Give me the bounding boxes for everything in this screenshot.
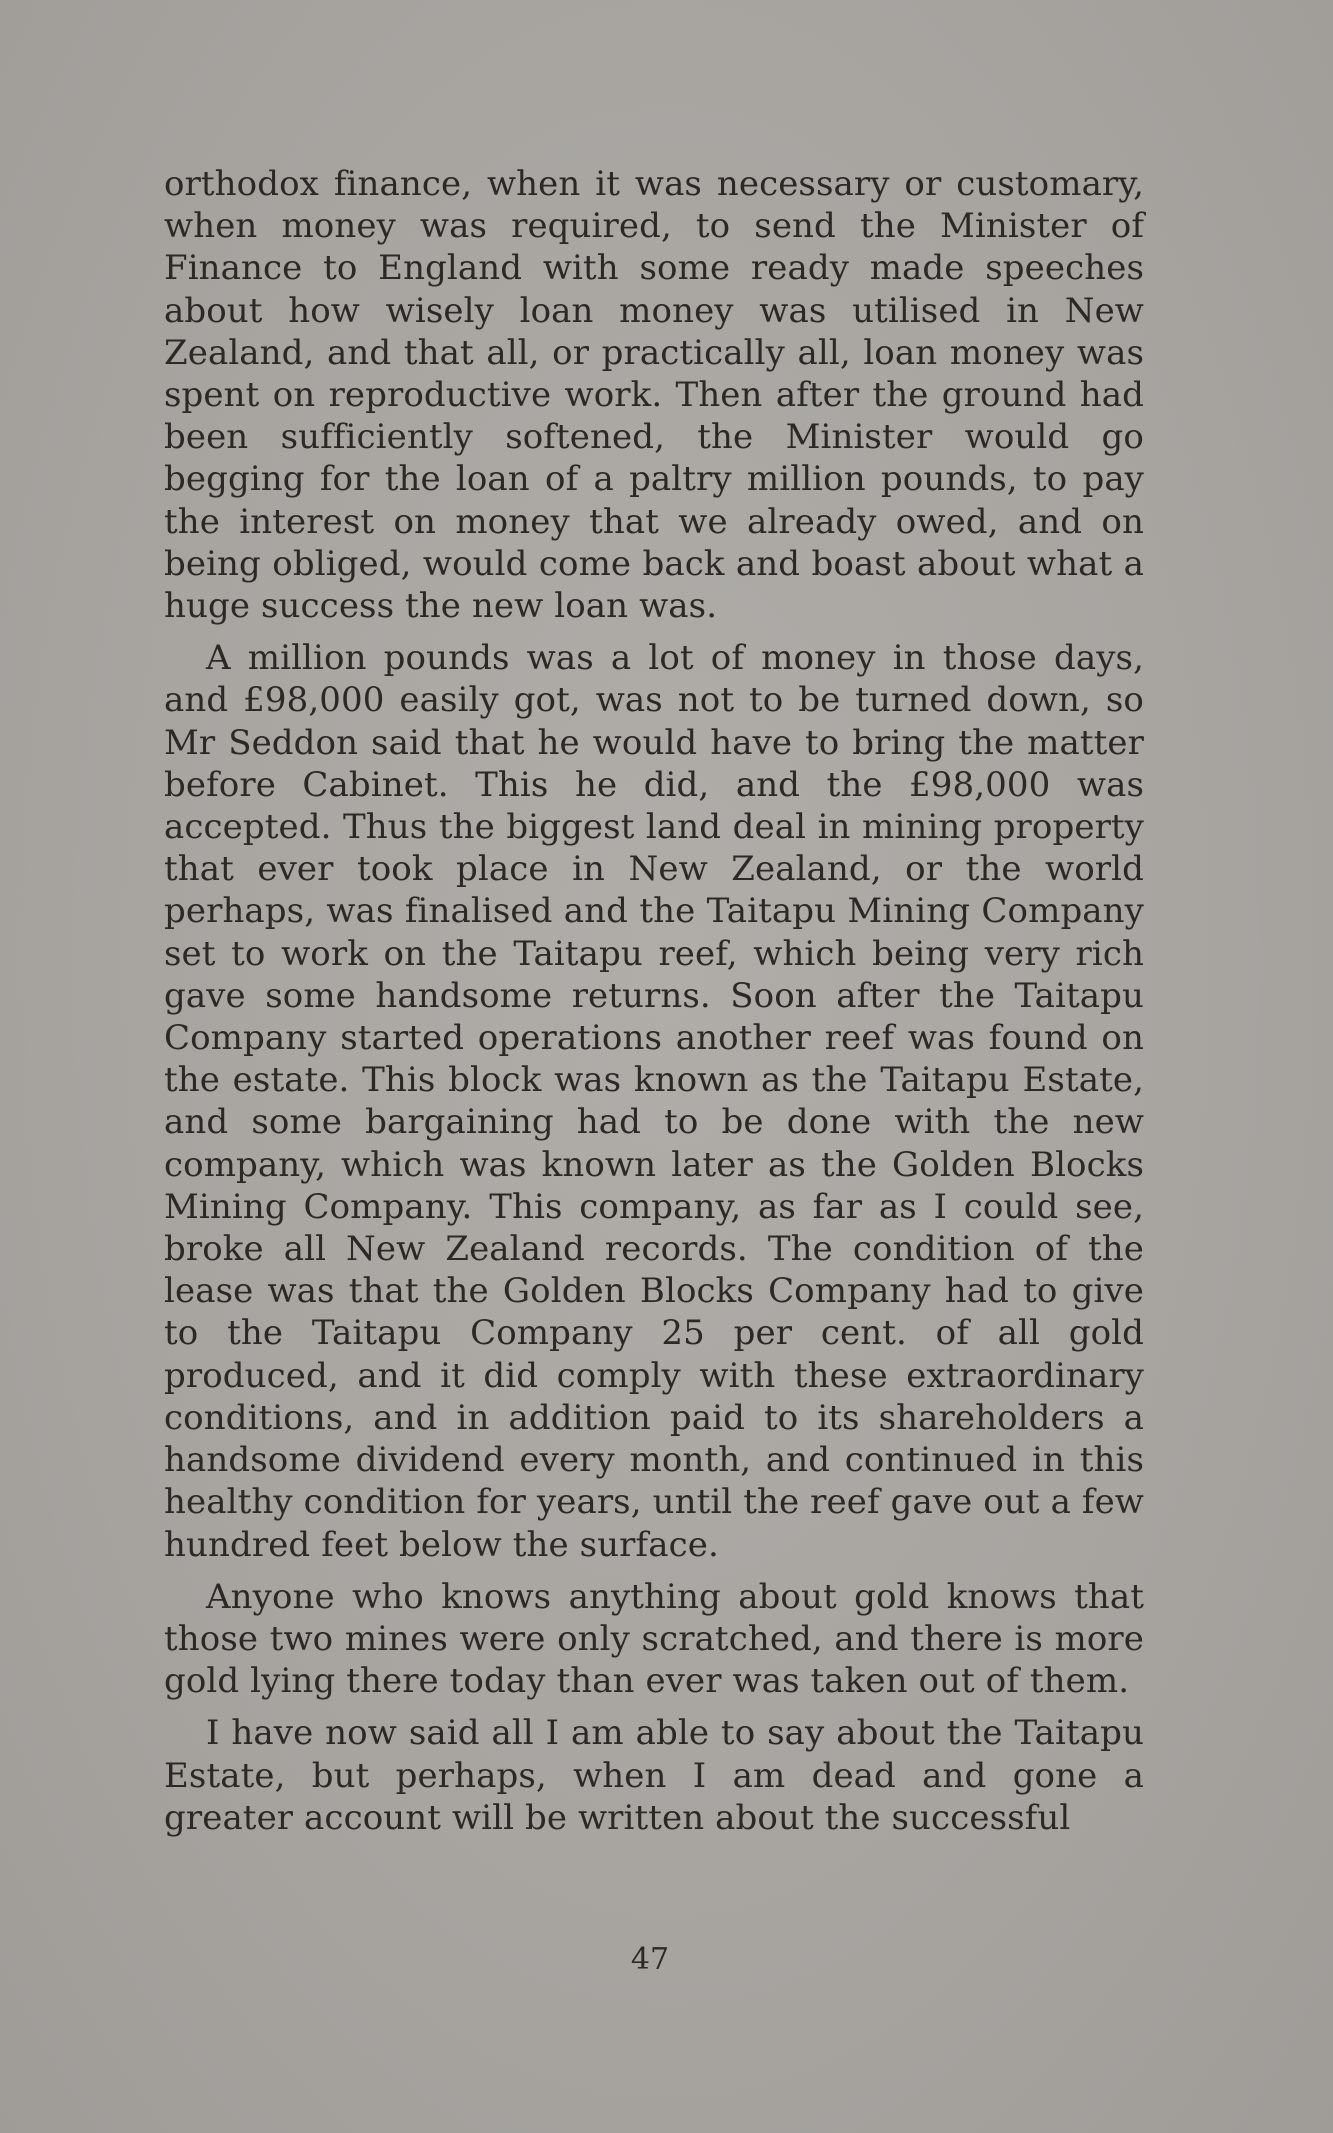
paragraph: orthodox finance, when it was necessary or customary, when money was required, to send the Minister of Finance to England with some ready made speeches about how wisely loan money was utilised in New Zealand, and that all, or practically all, loan money was spent on reproductive work. Then after the ground had been sufficiently softened, the Minister would go begging for the loan of a paltry million pounds, to pay the interest on money that we already owed, and on being obliged, would come back and boast about what a huge success the new loan was.	[164, 164, 1144, 627]
paragraph: I have now said all I am able to say about the Taitapu Estate, but perhaps, when I am dead and gone a greater account will be written about the successful	[164, 1713, 1144, 1838]
page-number: 47	[630, 1942, 670, 1977]
paragraph: Anyone who knows anything about gold knows that those two mines were only scratched, and there is more gold lying there today than ever was taken out of them.	[164, 1576, 1144, 1702]
paragraph: A million pounds was a lot of money in those days, and £98,000 easily got, was not to be turned down, so Mr Seddon said that he would have to bring the matter before Cabinet. This he did, and the £98,000 was accepted. Thus the biggest land deal in mining property that ever took place in New Zealand, or the world perhaps, was finalised and the Taitapu Mining Company set to work on the Taitapu reef, which being very rich gave some handsome returns. Soon after the Taitapu Company started operations another reef was found on the estate. This block was known as the Taitapu Estate, and some bargaining had to be done with the new company, which was known later as the Golden Blocks Mining Company. This company, as far as I could see, broke all New Zealand records. The condition of the lease was that the Golden Blocks Company had to give to the Taitapu Company 25 per cent. of all gold produced, and it did comply with these extraordinary conditions, and in addition paid to its shareholders a handsome dividend every month, and continued in this healthy condition for years, until the reef gave out a few hundred feet below the surface.	[164, 638, 1144, 1565]
body-text	[164, 163, 1144, 1839]
